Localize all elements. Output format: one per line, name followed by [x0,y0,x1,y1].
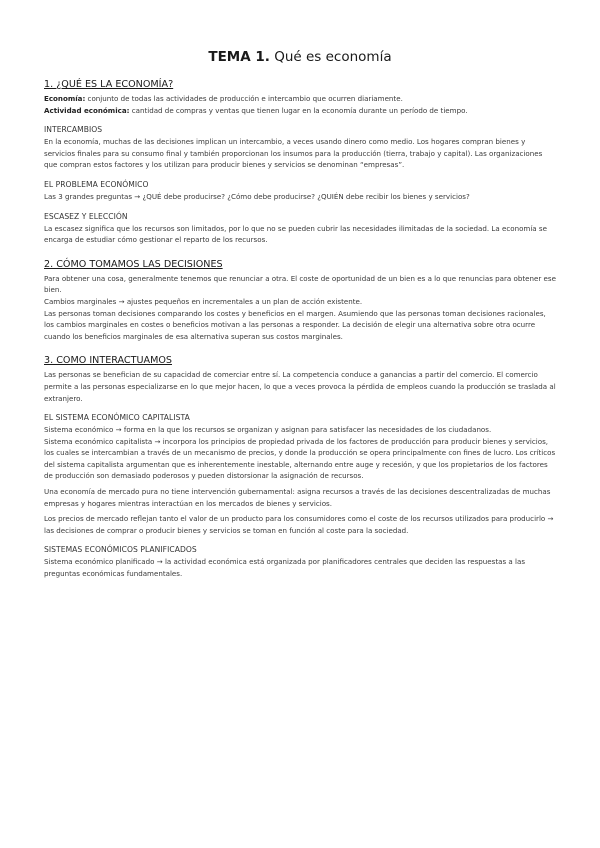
definition-actividad [44,105,556,117]
definition-text: conjunto de todas las actividades de producción e intercambio que ocurren diariamente. [85,94,403,103]
paragraph-cambios-marginales: Cambios marginales → ajustes pequeños en incrementales a un plan de acción existente. [44,296,363,306]
subheading-planificados: SISTEMAS ECONÓMICOS PLANIFICADOS [44,545,197,555]
definition-text: cantidad de compras y ventas que tienen lugar en la economía durante un período de tiempo. [129,105,468,115]
section-1-heading: 1. ¿QUÉ ES LA ECONOMÍA? [44,79,174,90]
definition-term: Actividad económica: [44,105,130,115]
paragraph-precios-mercado: Los precios de mercado reflejan tanto el valor de un producto para los consumidores como el coste de los recursos utilizados para producirlo → las decisiones de comprar o producir bienes y servicios se toman en función al coste para la sociedad. [44,514,554,535]
paragraph-coste-oportunidad: Para obtener una cosa, generalmente tenemos que renunciar a otra. El coste de oportunidad de un bien es a lo que renuncias para obtener ese bien. [44,273,556,295]
title-text: Qué es economía [269,49,392,65]
paragraph-sistema-planificado: Sistema económico planificado → la actividad económica está organizada por planificadores centrales que deciden las respuestas a las preguntas económicas fundamentales. [44,557,526,579]
paragraph-sistema-capitalista: Sistema económico capitalista → incorpora los principios de propiedad privada de los factores de producción para producir bienes y servicios, los cuales se intercambian a través de un mecanismo de precios, y donde la producción se opera principalmente con fines de lucro. Los críticos del sistema capitalista argumentan que es inherentemente inestable, alternando entre auge y recesión, y que los propietarios de los factores de producción son demasiado poderosos y pueden distorsionar la asignación de recursos. [44,436,556,481]
paragraph-intercambios: En la economía, muchas de las decisiones implican un intercambio, a veces usando dinero como medio. Los hogares compran bienes y servicios finales para su consumo final y también proporcionan los insumos para la producción (tierra, trabajo y capital). Las organizaciones que compran estos factores y los utilizan para producir bienes y servicios se denominan “empresas”. [44,137,543,170]
paragraph-comercio: Las personas se benefician de su capacidad de comerciar entre sí. La competencia conduce a ganancias a partir del comercio. El comercio permite a las personas especializarse en lo que mejor hacen, lo que a veces provoca la pérdida de empleos cuando la producción se traslada al extranjero. [44,370,556,403]
paragraph-problema: Las 3 grandes preguntas → ¿QUÉ debe producirse? ¿Cómo debe producirse? ¿QUIÉN debe recibir los bienes y servicios? [44,191,470,201]
page-title [44,48,556,66]
subheading-problema: EL PROBLEMA ECONÓMICO [44,179,149,189]
section-2-heading: 2. CÓMO TOMAMOS LAS DECISIONES [44,258,223,270]
subheading-intercambios: INTERCAMBIOS [44,125,103,135]
title-number: TEMA 1. [208,49,270,65]
subheading-escasez: ESCASEZ Y ELECCIÓN [44,211,128,221]
paragraph-decisiones: Las personas toman decisiones comparando los costes y beneficios en el margen. Asumiendo que las personas toman decisiones racionales, los cambios marginales en costes o beneficios motivan a las personas a responder. La decisión de elegir una alternativa sobre otra ocurre cuando los beneficios marginales de esa alternativa superan sus costos marginales. [44,308,546,341]
definition-economia [44,93,556,105]
subheading-capitalista: EL SISTEMA ECONÓMICO CAPITALISTA [44,413,190,423]
paragraph-sistema-economico: Sistema económico → forma en la que los recursos se organizan y asignan para satisfacer las necesidades de los ciudadanos. [44,425,492,435]
section-3-heading: 3. COMO INTERACTUAMOS [44,355,172,367]
paragraph-escasez: La escasez significa que los recursos son limitados, por lo que no se pueden cubrir las necesidades ilimitadas de la sociedad. La economía se encarga de estudiar cómo gestionar el reparto de los recursos. [44,223,547,245]
definition-term: Economía: [44,94,86,103]
paragraph-economia-mercado: Una economía de mercado pura no tiene intervención gubernamental: asigna recursos a través de las decisiones descentralizadas de muchas empresas y hogares mientras interactúan en los mercados de bienes y servicios. [44,487,551,508]
